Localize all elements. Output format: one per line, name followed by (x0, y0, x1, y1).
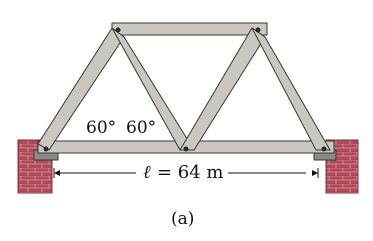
panel-label: (a) (171, 209, 195, 229)
length-value: = 64 m (157, 162, 224, 183)
diagonal-member-3 (180, 28, 265, 150)
pin-joint (184, 147, 189, 152)
pin-joint (256, 28, 261, 33)
pin-joint (44, 147, 49, 152)
pin-joint (322, 147, 327, 152)
diagonal-member-4 (252, 28, 330, 150)
dimension-arrow-right (312, 170, 318, 176)
pin-joint (116, 28, 121, 33)
top-chord (112, 23, 267, 35)
dimension-arrow-left (54, 170, 60, 176)
angle-label-left: 60° (86, 118, 117, 138)
angle-label-right: 60° (126, 118, 157, 138)
length-symbol: ℓ (143, 162, 151, 183)
